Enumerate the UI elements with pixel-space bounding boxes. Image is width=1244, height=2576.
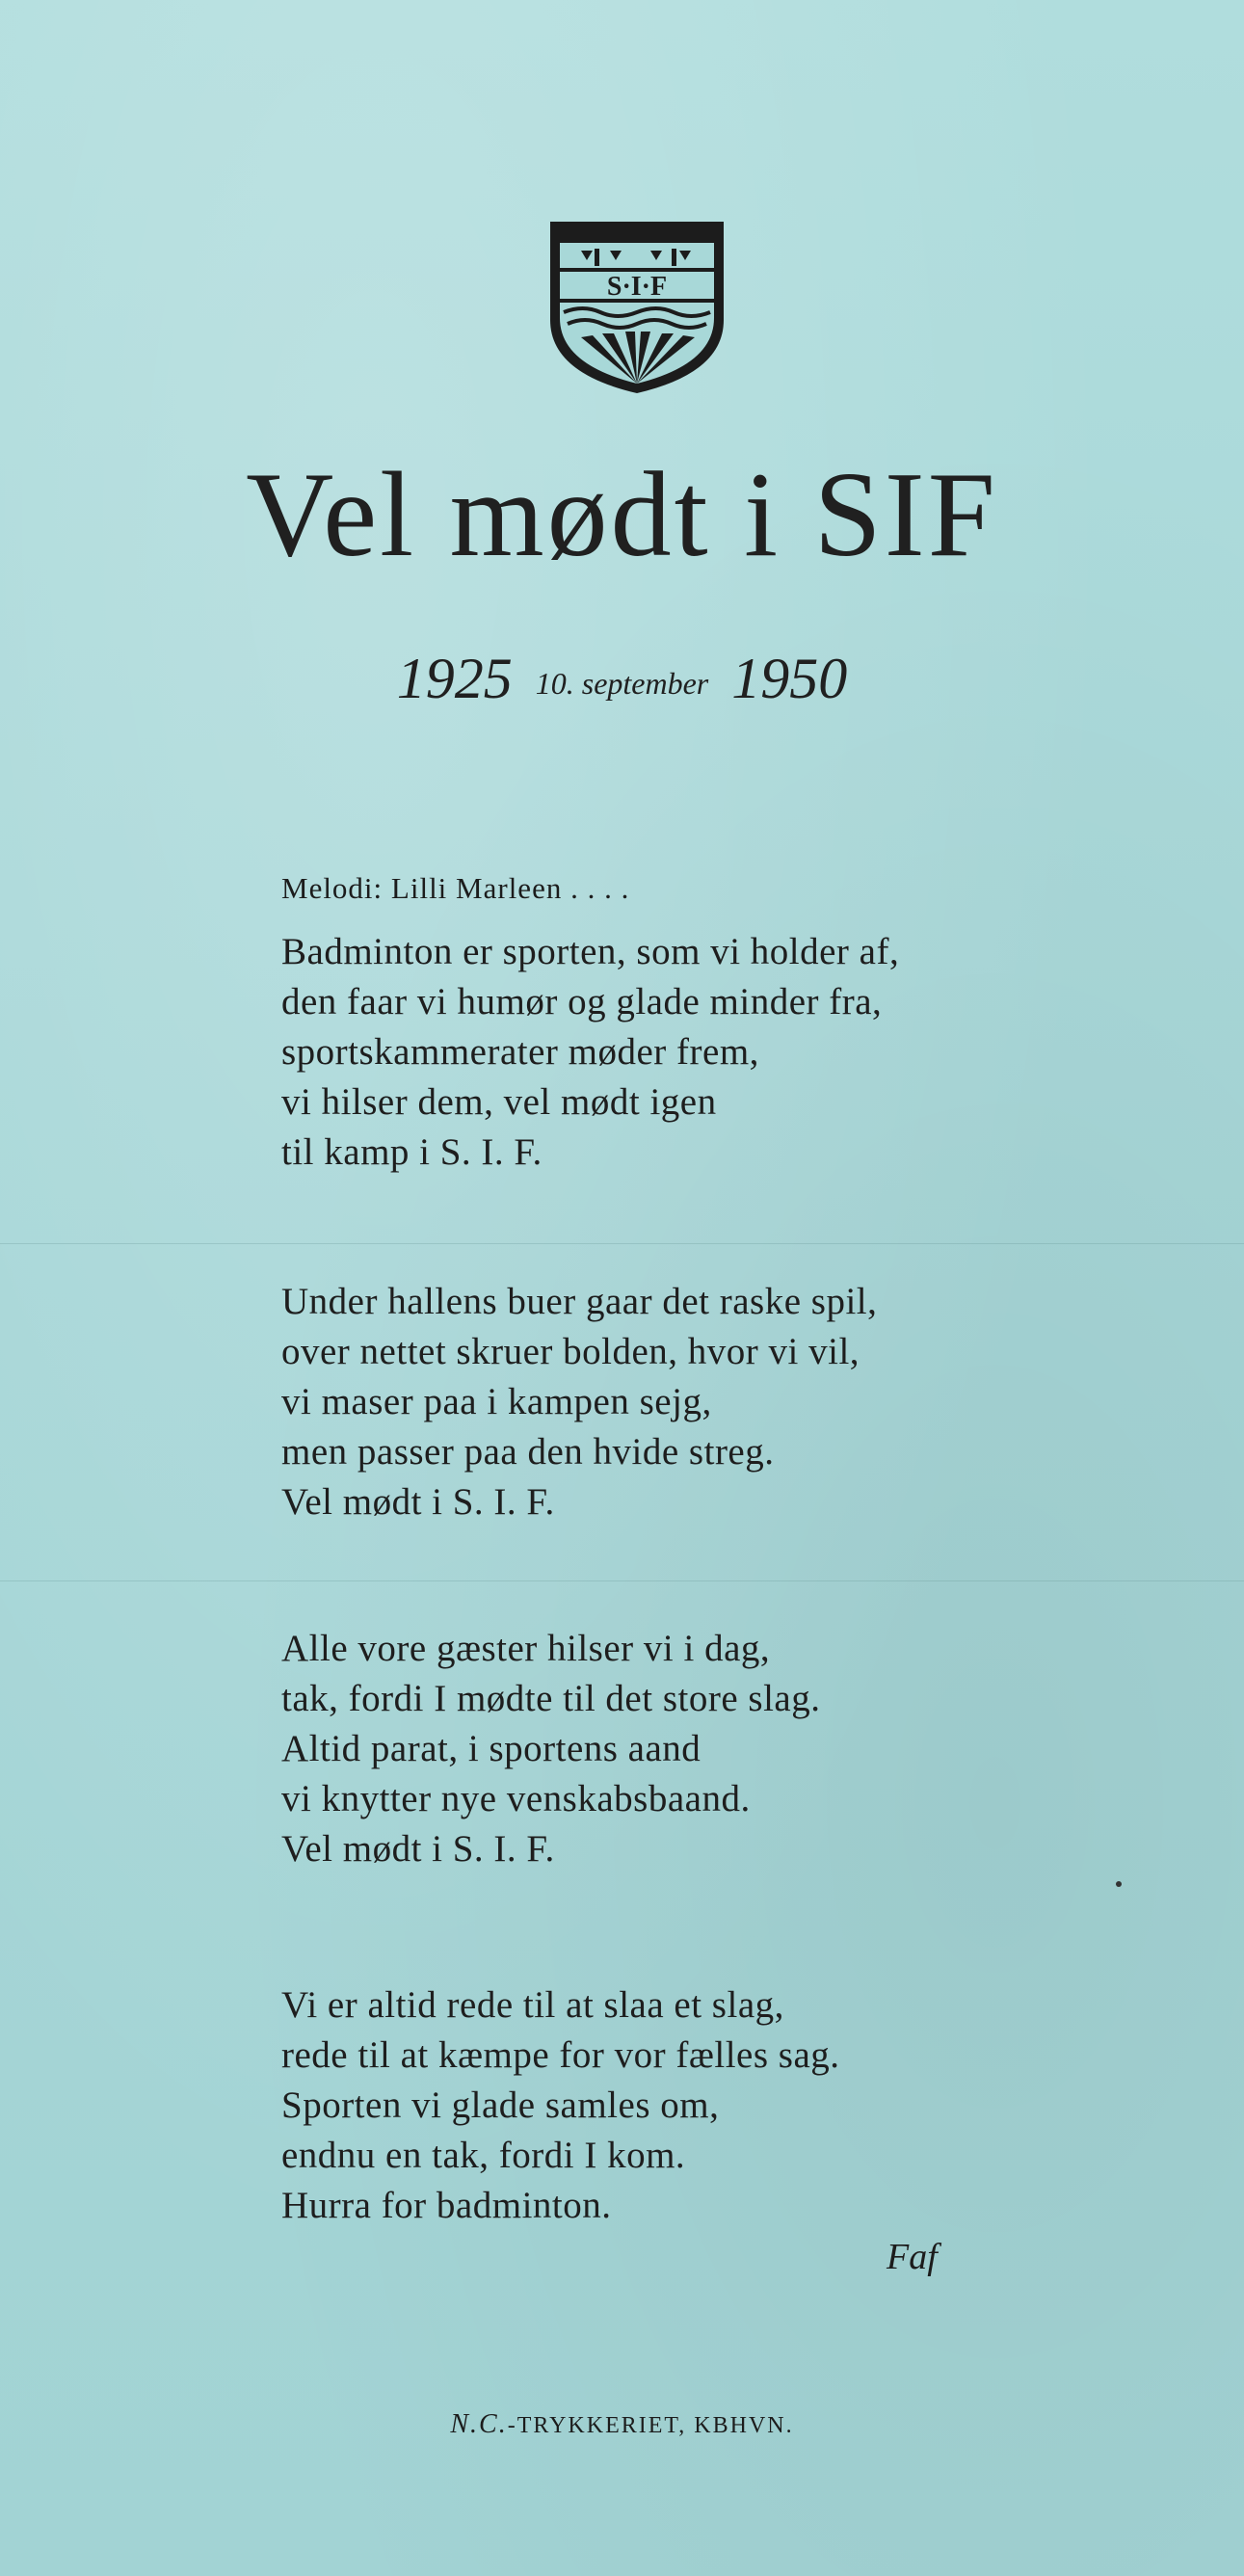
end-year: 1950 [731,647,848,710]
verse-line: Vi er altid rede til at slaa et slag, [281,1984,784,2026]
stanza-4 [281,1980,840,2231]
page-title: Vel mødt i SIF [246,448,998,582]
verse-line: den faar vi humør og glade minder fra, [281,981,883,1022]
paper-fold-line [0,1243,1244,1244]
verse-line: rede til at kæmpe for vor fælles sag. [281,2034,840,2076]
printer-imprint [0,2409,1244,2440]
stanza-3 [281,1624,820,1874]
author-signature: Faf [887,2237,938,2277]
verse-line: sportskammerater møder frem, [281,1031,759,1073]
verse-line: over nettet skruer bolden, hvor vi vil, [281,1331,860,1372]
printer-name: -TRYKKERIET, KBHVN. [507,2413,794,2438]
printer-initials: N.C. [450,2409,508,2439]
melody-line: Melodi: Lilli Marleen . . . . [281,871,630,905]
anniversary-dateline [0,646,1244,712]
paper-fold-line [0,1580,1244,1581]
verse-line: til kamp i S. I. F. [281,1131,543,1173]
verse-line: Altid parat, i sportens aand [281,1728,701,1769]
stanza-1 [281,927,899,1178]
verse-line: Vel mødt i S. I. F. [281,1828,555,1870]
verse-line: Hurra for badminton. [281,2185,612,2226]
stanza-2 [281,1277,877,1527]
verse-line: Alle vore gæster hilser vi i dag, [281,1628,771,1669]
verse-line: vi hilser dem, vel mødt igen [281,1081,717,1123]
verse-line: men passer paa den hvide streg. [281,1431,775,1473]
verse-line: vi maser paa i kampen sejg, [281,1381,712,1422]
verse-line: Under hallens buer gaar det raske spil, [281,1281,878,1322]
crest-label: S·I·F [606,272,668,302]
verse-line: Sporten vi glade samles om, [281,2085,720,2126]
verse-line: vi knytter nye venskabsbaand. [281,1778,751,1819]
club-crest-icon [543,214,731,397]
verse-line: tak, fordi I mødte til det store slag. [281,1678,821,1719]
anniversary-day: 10. september [535,666,709,701]
verse-line: Vel mødt i S. I. F. [281,1481,555,1523]
start-year: 1925 [396,647,513,710]
verse-line: endnu en tak, fordi I kom. [281,2135,686,2176]
verse-line: Badminton er sporten, som vi holder af, [281,931,900,972]
paper-speck [1116,1881,1122,1887]
